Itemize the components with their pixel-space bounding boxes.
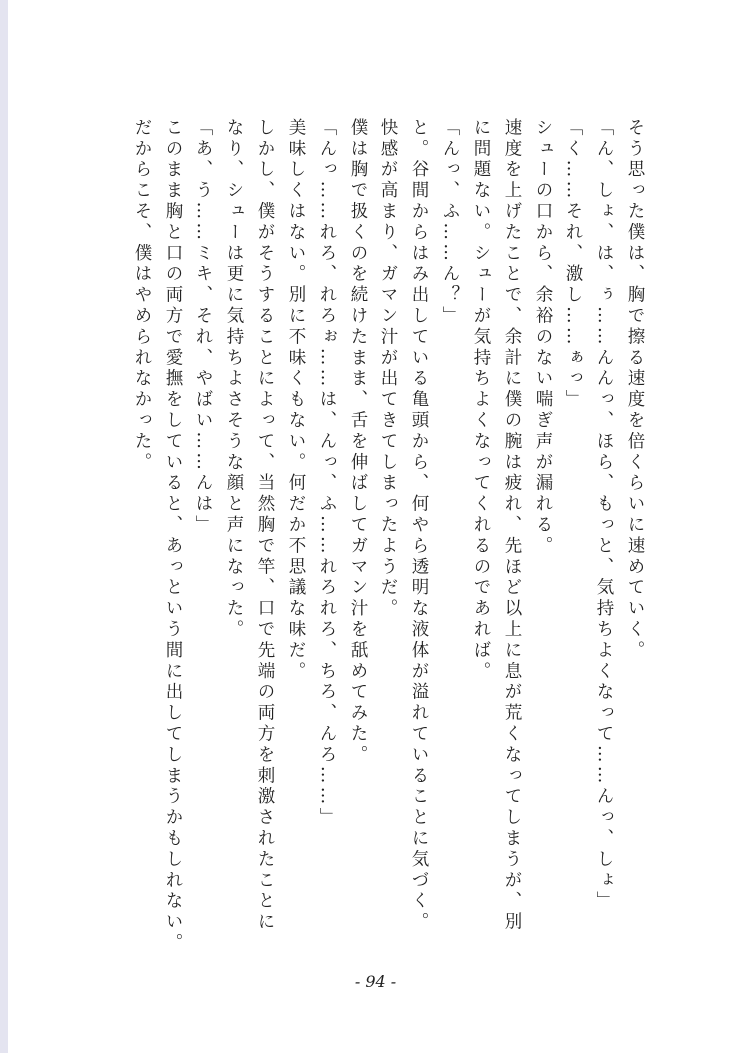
text-line: なり、シューは更に気持ちよさそうな顔と声になった。 <box>224 118 244 641</box>
text-line: と。谷間からはみ出している亀頭から、何やら透明な液体が溢れていることに気づく。 <box>409 118 429 934</box>
text-line: 美味しくはない。別に不味くもない。何だか不思議な味だ。 <box>286 118 306 683</box>
text-line: だからこそ、僕はやめられなかった。 <box>132 118 152 474</box>
text-line: 僕は胸で扱くのを続けたまま、舌を伸ばしてガマン汁を舐めてみた。 <box>348 118 368 766</box>
text-line: そう思った僕は、胸で擦る速度を倍くらいに速めていく。 <box>625 118 645 662</box>
text-line: シューの口から、余裕のない喘ぎ声が漏れる。 <box>533 118 553 557</box>
text-line: 「く……それ、激し……ぁっ」 <box>563 118 583 411</box>
text-line: 速度を上げたことで、余計に僕の腕は疲れ、先ほど以上に息が荒くなってしまうが、別 <box>502 118 522 934</box>
text-line: 「んっ、ふ……ん？」 <box>440 118 460 327</box>
text-line: 「あ、う……ミキ、それ、やばい……んは」 <box>193 118 213 536</box>
text-line: 「ん、しょ、は、ぅ……んんっ、ほら、もっと、気持ちよくなって……んっ、しょ」 <box>594 118 614 913</box>
page-edge <box>0 0 8 1053</box>
text-line: このまま胸と口の両方で愛撫をしていると、あっという間に出してしまうかもしれない。 <box>163 118 183 954</box>
text-line: に問題ない。シューが気持ちよくなってくれるのであれば。 <box>471 118 491 683</box>
text-line: しかし、僕がそうすることによって、当然胸で竿、口で先端の両方を刺激されたことに <box>255 118 275 934</box>
text-line: 快感が高まり、ガマン汁が出てきてしまったようだ。 <box>378 118 398 620</box>
text-line: 「んっ……れろ、れろぉ……は、んっ、ふ……れろれろ、ちろ、んろ……」 <box>317 118 337 829</box>
page-number: - 94 - <box>354 972 397 991</box>
